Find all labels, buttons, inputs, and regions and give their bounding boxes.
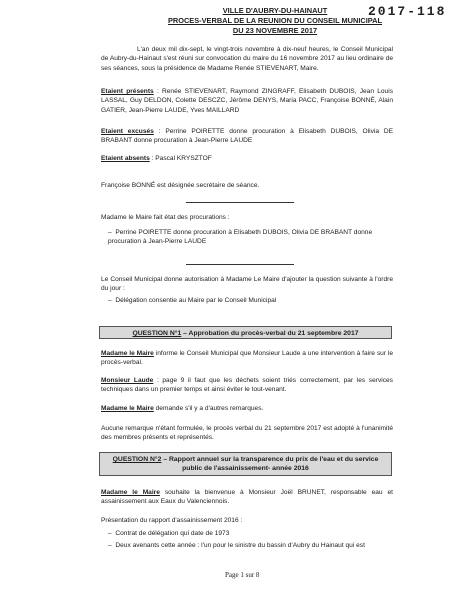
list-item: – Délégation consentie au Maire par le Conseil Municipal	[108, 297, 277, 304]
excuses-paragraph	[101, 127, 393, 146]
absents-text: : Pascal KRYSZTOF	[151, 155, 212, 162]
absents-label: Etaient absents	[101, 155, 150, 162]
page-number: Page 1 sur 8	[225, 571, 260, 579]
procurations-intro: Madame le Maire fait état des procurations :	[101, 214, 230, 221]
secretaire-line: Françoise BONNÉ est désignée secrétaire de séance.	[101, 182, 260, 189]
excuses-text: : Perrine POIRETTE donne procuration à Elisabeth DUBOIS, Olivia DE BRABANT donne procuration à Jean-Pierre LAUDE	[101, 128, 393, 145]
header-date: DU 23 NOVEMBRE 2017	[232, 26, 318, 35]
question-1-number: QUESTION N°1	[132, 330, 182, 337]
question-2-title: – Rapport annuel sur la transparence du prix de l'eau et du service public de l'assainissement- année 2016	[163, 456, 379, 472]
q1-speaker-2: Monsieur Laude	[101, 377, 154, 384]
question-2-number: QUESTION N°2	[112, 456, 162, 463]
ajout-intro: Le Conseil Municipal donne autorisation à Madame Le Maire d'ajouter la question suivante à l'ordre du jour :	[101, 276, 393, 293]
excuses-label: Etaient excusés	[101, 128, 154, 135]
divider	[186, 264, 294, 265]
q2-speaker-1: Madame le Maire	[101, 489, 160, 496]
q1-speaker-3: Madame le Maire	[101, 405, 154, 412]
question-1-heading	[99, 326, 392, 339]
header-title: PROCES-VERBAL DE LA REUNION DU CONSEIL MUNICIPAL	[167, 16, 383, 25]
q1-paragraph-4: Aucune remarque n'étant formulée, le procès verbal du 21 septembre 2017 est adopté à l'unanimité des membres présents et représentés.	[101, 425, 393, 442]
list-item: – Perrine POIRETTE donne procuration à Elisabeth DUBOIS, Olivia DE BRABANT donne procuration à Jean-Pierre LAUDE	[108, 229, 373, 246]
absents-paragraph	[101, 154, 393, 163]
q2-paragraph-1: Madame le Maire souhaite la bienvenue à Monsieur Joël BRUNET, responsable eau et assainissement aux Eaux du Valenciennois.	[101, 489, 393, 506]
list-item: – Contrat de délégation qui date de 1973	[108, 530, 230, 537]
question-2-heading	[99, 452, 392, 476]
q1-paragraph-1: Madame le Maire informe le Conseil Municipal que Monsieur Laude a une intervention à faire sur le procès-verbal.	[101, 350, 393, 367]
divider	[186, 202, 294, 203]
q1-speaker-1: Madame le Maire	[101, 350, 154, 357]
presents-text: : Renée STIEVENART, Raymond ZINGRAFF, Elisabeth DUBOIS, Jean Louis LASSAL, Guy DELDON, Colette DESCZC, Jérôme DENYS, Maria PACC, Françoise BONNÉ, Alain GATIER, Jean-Pierre LAUDE, Yves MAILLARD	[101, 88, 393, 114]
intro-paragraph: L'an deux mil dix-sept, le vingt-trois novembre à dix-neuf heures, le Conseil Municipal de Aubry-du-Hainaut s'est réuni sur convocation du maire du 16 novembre 2017 au lieu ordinaire de ses séances, sous la présidence de Madame Renée STIEVENART, Maire.	[101, 46, 393, 72]
presents-paragraph	[101, 87, 393, 115]
q1-paragraph-2: Monsieur Laude : page 9 il faut que les déchets soient triés correctement, par les services techniques dans un premier temps et ainsi éviter le tout-venant.	[101, 377, 393, 394]
list-item: – Deux avenants cette année : l'un pour le sinistre du bassin d'Aubry du Hainaut qui est	[108, 542, 365, 549]
header-town: VILLE D'AUBRY-DU-HAINAUT	[222, 6, 328, 15]
document-reference: 2017-118	[368, 4, 447, 19]
q2-paragraph-2: Présentation du rapport d'assainissement 2016 :	[101, 517, 243, 524]
presents-label: Etaient présents	[101, 88, 154, 95]
question-1-title: – Approbation du procès-verbal du 21 septembre 2017	[183, 330, 359, 337]
q1-paragraph-3: Madame le Maire demande s'il y a d'autres remarques.	[101, 405, 264, 412]
